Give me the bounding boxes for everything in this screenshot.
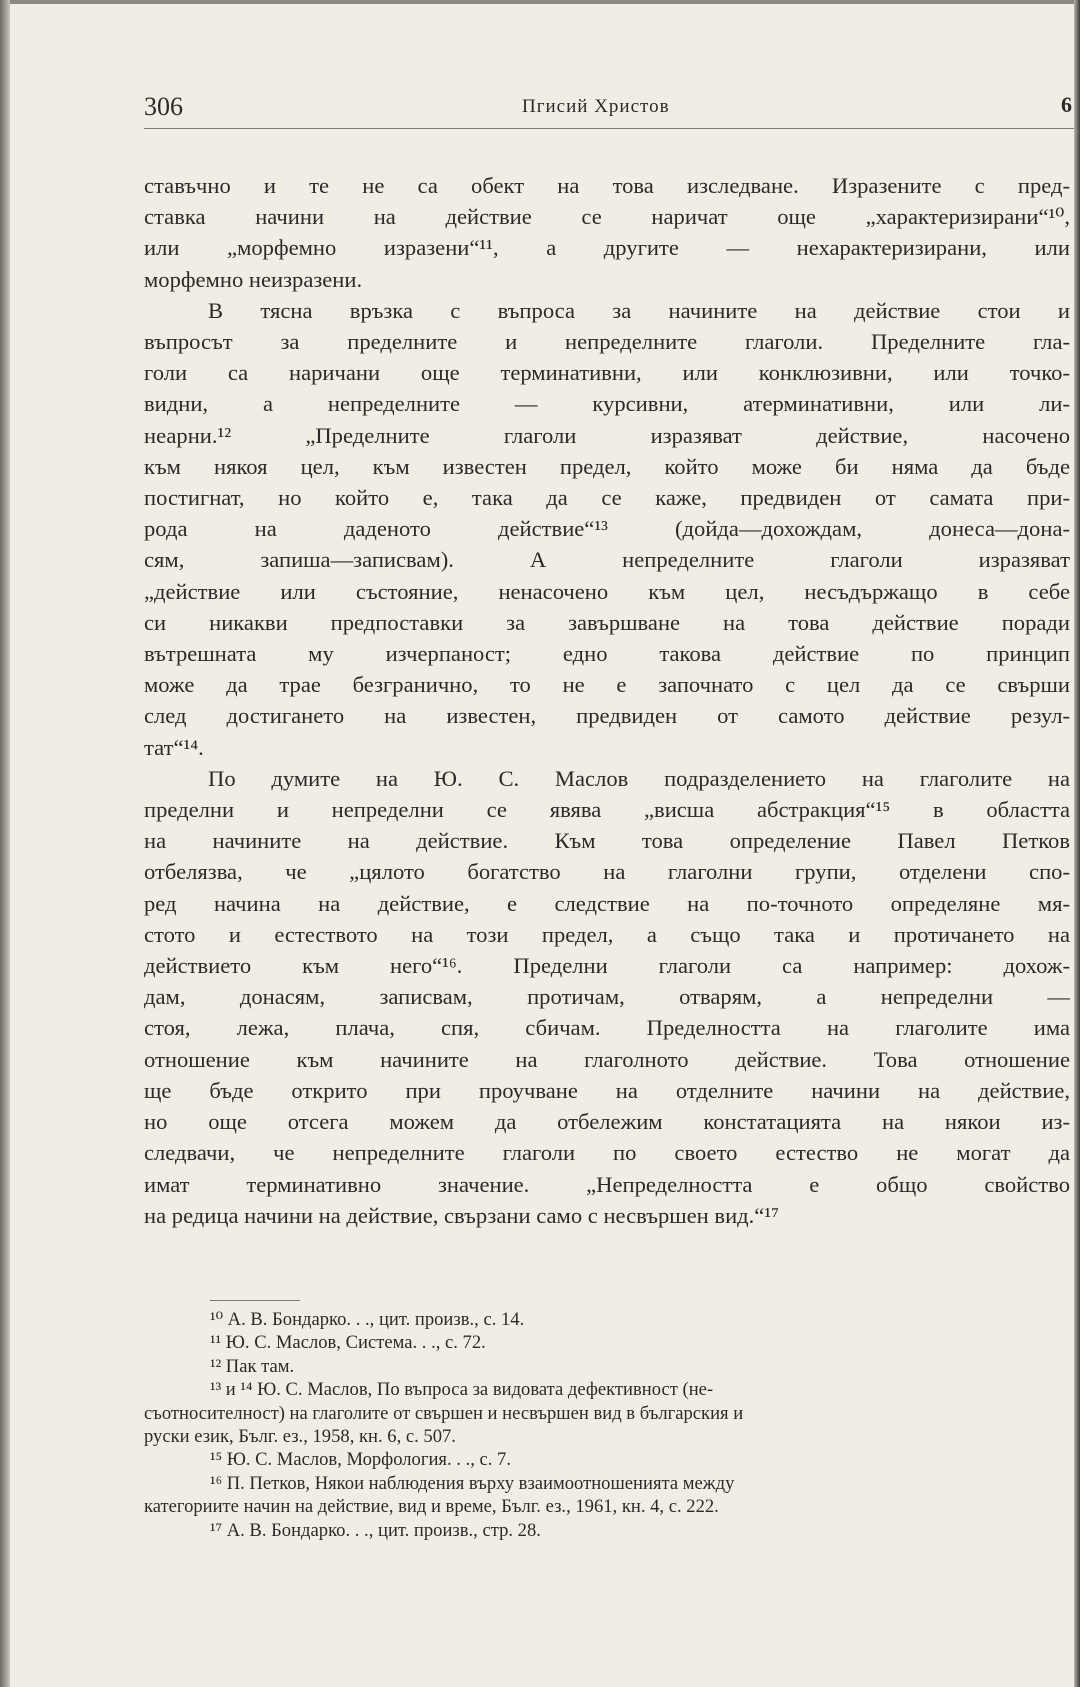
page-number: 306 [144,92,183,121]
text-line: следвачи, че непределните глаголи по своето естество не могат да [144,1140,1070,1166]
footnote-13-14-cont: руски език, Бълг. ез., 1958, кн. 6, с. 507. [144,1426,456,1448]
footnote-16: ¹⁶ П. Петков, Някои наблюдения върху взаимоотношенията между [210,1472,735,1494]
text-line: голи са наричани още терминативни, или конклюзивни, или точко- [144,360,1070,386]
text-line: въпросът за пределните и непределните глаголи. Пределните гла- [144,329,1070,355]
footnote-15: ¹⁵ Ю. С. Маслов, Морфология. . ., с. 7. [210,1449,512,1471]
page-right-edge [1074,0,1080,1687]
text-line: си никакви предпоставки за завършване на това действие поради [144,609,1070,635]
text-line: имат терминативно значение. „Непределността е общо свойство [144,1171,1070,1197]
text-line: сям, запиша—записвам). А непределните глаголи изразяват [144,547,1070,573]
text-line: след достигането на известен, предвиден от самото действие резул- [144,703,1070,729]
paragraph-1 [144,170,1070,295]
footnote-10: ¹⁰ А. В. Бондарко. . ., цит. произв., с. 14. [210,1309,525,1330]
footnote-12: ¹² Пак там. [210,1355,295,1377]
text-line: вътрешната му изчерпаност; едно такова действие по принцип [144,641,1070,667]
footnote-13-14: ¹³ и ¹⁴ Ю. С. Маслов, По въпроса за видовата дефективност (не- [210,1379,714,1401]
footnote-11: ¹¹ Ю. С. Маслов, Система. . ., с. 72. [210,1332,486,1354]
text-line: ред начина на действие, е следствие на по-точното определяне мя- [144,890,1070,916]
text-line: на начините на действие. Към това определение Павел Петков [144,828,1070,854]
paragraph-3 [144,763,1070,1231]
footnote-16-cont: категориите начин на действие, вид и време, Бълг. ез., 1961, кн. 4, с. 222. [144,1496,719,1518]
text-line: „действие или състояние, ненасочено към цел, несъдържащо в себе [144,578,1070,604]
text-line: стото и естеството на този предел, а също така и протичането на [144,921,1070,947]
page-header [144,92,1074,132]
footnotes [144,1308,1068,1542]
text-line: рода на даденото действие“¹³ (дойда—дохождам, донеса—дона- [144,516,1070,542]
text-line: действието към него“¹⁶. Пределни глаголи са например: дохож- [144,953,1070,979]
text-line: стоя, лежа, плача, спя, сбичам. Пределността на глаголите има [144,1015,1070,1041]
page-left-edge [0,0,10,1687]
text-line: ставка начини на действие се наричат още „характеризирани“¹⁰, [144,204,1070,230]
text-line: постигнат, но който е, така да се каже, предвиден от самата при- [144,485,1070,511]
text-line: отношение към начините на глаголното действие. Това отношение [144,1046,1070,1072]
text-line: видни, а непределните — курсивни, атерминативни, или ли- [144,391,1070,417]
running-head: Пгисий Христов [522,96,670,117]
body-text [144,170,1070,1231]
footnote-13-14-cont: съотносителност) на глаголите от свършен и несвършен вид в българския и [144,1402,744,1424]
text-line: отбелязва, че „цялото богатство на глаголни групи, отделени спо- [144,859,1070,885]
header-rule [144,128,1074,129]
text-line: морфемно неизразени. [144,266,363,292]
text-line: В тясна връзка с въпроса за начините на действие стои и [208,297,1070,323]
edge-mark: 6 [1061,92,1072,117]
text-line: може да трае безгранично, то не е започнато с цел да се свърши [144,672,1070,698]
text-line: неарни.¹² „Пределните глаголи изразяват действие, насочено [144,422,1070,448]
text-line: пределни и непределни се явява „висша абстракция“¹⁵ в областта [144,797,1070,823]
text-line: към някоя цел, към известен предел, който може би няма да бъде [144,453,1070,479]
text-line: тат“¹⁴. [144,734,204,760]
text-line: ставъчно и те не са обект на това изследване. Изразените с пред- [144,173,1070,198]
page-top-edge [0,0,1080,4]
text-line: По думите на Ю. С. Маслов подразделението на глаголите на [208,765,1070,791]
paragraph-2 [144,295,1070,763]
text-line: дам, донасям, записвам, протичам, отварям, а непределни — [144,984,1070,1010]
text-line: но още отсега можем да отбележим констатацията на някои из- [144,1109,1070,1135]
text-line: ще бъде открито при проучване на отделните начини на действие, [144,1077,1070,1103]
text-line: или „морфемно изразени“¹¹, а другите — нехарактеризирани, или [144,235,1070,261]
text-line: на редица начини на действие, свързани само с несвършен вид.“¹⁷ [144,1202,779,1228]
footnote-17: ¹⁷ А. В. Бондарко. . ., цит. произв., стр. 28. [210,1519,541,1541]
footnote-rule [210,1300,300,1301]
